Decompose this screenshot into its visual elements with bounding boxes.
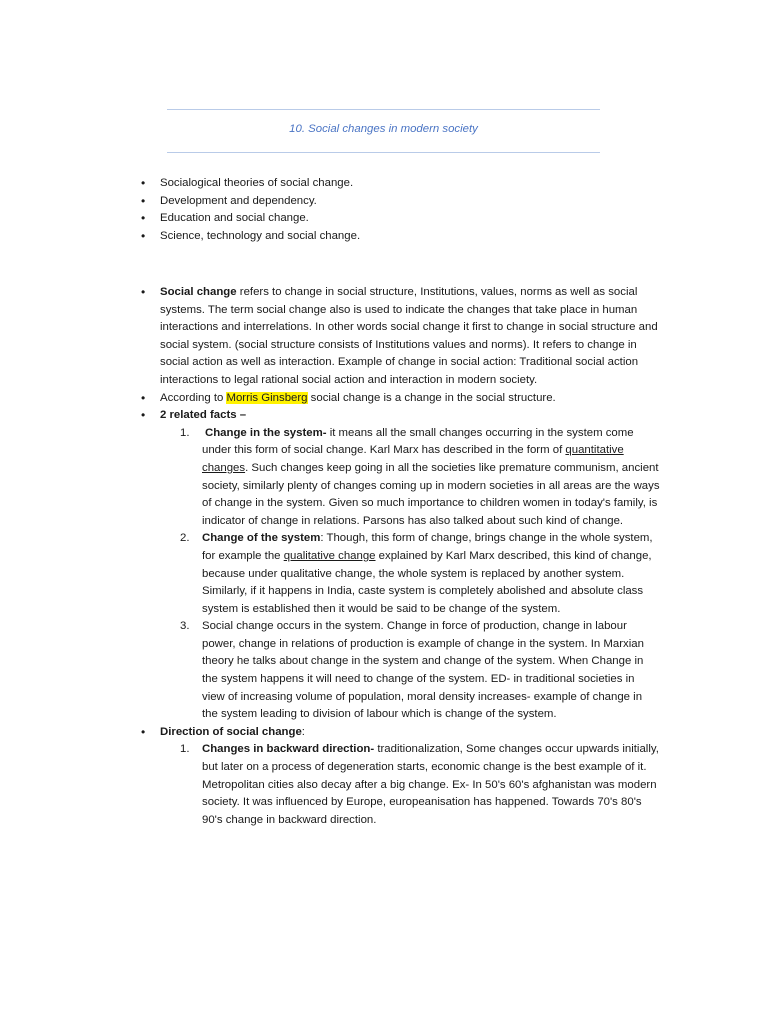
underlined-term: quantitative changes bbox=[202, 444, 624, 474]
fact-item bbox=[160, 530, 660, 618]
social-change-term: Social change bbox=[160, 286, 237, 298]
related-facts-heading bbox=[160, 407, 660, 425]
fact-text: Social change occurs in the system. Change in force of production, change in labour power, change in relations of production is example of change in the system. In Marxian theory he talks about change in the system and change of the system. When Change in the system happens it will need to change of the system. ED- in traditional societies in view of increasing volume of population, moral density increases- example of change in the system leading to division of labour which is change of the system. bbox=[202, 620, 644, 721]
social-change-text: refers to change in social structure, Institutions, values, norms as well as social systems. The term social change also is used to indicate the changes that take place in human interactions and interrelations. In other words social change it first to change in social structure and social system. (social structure consists of Institutions values and norms). It refers to change in social action as well as interaction. Example of change in social action: Traditional social action interactions to legal rational social action and interaction in modern society. bbox=[160, 286, 658, 386]
fact-item bbox=[160, 425, 660, 531]
fact-text-cont: . Such changes keep going in all the societies like premature communism, ancient society, similarly plenty of changes coming up in modern societies in all areas are the ways of change in the system. Given so much importance to children women in today's family, is indicator of change in relations. Parsons has also talked about such kind of change. bbox=[202, 461, 660, 527]
title-top-rule bbox=[167, 109, 600, 110]
fact-text: : Though, this form of change, brings change in the whole system, for example the bbox=[202, 532, 653, 562]
list-item: • Development and dependency. bbox=[160, 193, 660, 211]
topics-list bbox=[160, 175, 660, 245]
ginsberg-pre: According to bbox=[160, 391, 227, 404]
item-number: 1. bbox=[180, 743, 190, 756]
list-item: • Science, technology and social change. bbox=[160, 228, 660, 246]
direction-item-heading: Changes in backward direction- bbox=[202, 743, 375, 756]
notes-list bbox=[160, 284, 660, 829]
fact-item bbox=[160, 618, 660, 724]
direction-colon: : bbox=[301, 725, 305, 738]
list-item: • Education and social change. bbox=[160, 210, 660, 228]
ginsberg-post: social change is a change in the social structure. bbox=[307, 391, 556, 404]
direction-heading bbox=[160, 724, 660, 742]
fact-heading: Change of the system bbox=[202, 532, 321, 545]
title-bottom-rule bbox=[167, 152, 600, 153]
list-item: • Socialogical theories of social change. bbox=[160, 175, 660, 193]
direction-item bbox=[160, 741, 660, 829]
fact-text-cont: explained by Karl Marx described, this kind of change, because under qualitative change, the whole system is replaced by another system. Similarly, if it happens in India, caste system is completely abolished and absolute class system is established then it would be said to be change of the system. bbox=[202, 549, 652, 615]
item-number: 3. bbox=[180, 620, 190, 633]
direction-item-text: traditionalization, Some changes occur upwards initially, but later on a process of degeneration starts, economic change is the best example of it. Metropolitan cities also decay after a big change. Ex- In 50's 60's afghanistan was modern society. It was influenced by Europe, europeanisation has happened. Towards 70's 80's 90's change in backward direction. bbox=[202, 743, 659, 826]
item-number: 2. bbox=[180, 532, 190, 545]
page-title: 10. Social changes in modern society bbox=[289, 123, 478, 135]
social-change-definition bbox=[160, 284, 660, 390]
related-facts-label: 2 related facts – bbox=[160, 409, 247, 422]
direction-label: Direction of social change bbox=[160, 725, 302, 738]
highlighted-name: Morris Ginsberg bbox=[226, 391, 308, 404]
underlined-term: qualitative change bbox=[283, 549, 376, 562]
item-number: 1. bbox=[180, 426, 190, 439]
fact-text: it means all the small changes occurring in the system come under this form of social change. Karl Marx has described in the form of bbox=[202, 426, 634, 457]
fact-heading: Change in the system- bbox=[205, 426, 327, 439]
ginsberg-definition bbox=[160, 390, 660, 408]
